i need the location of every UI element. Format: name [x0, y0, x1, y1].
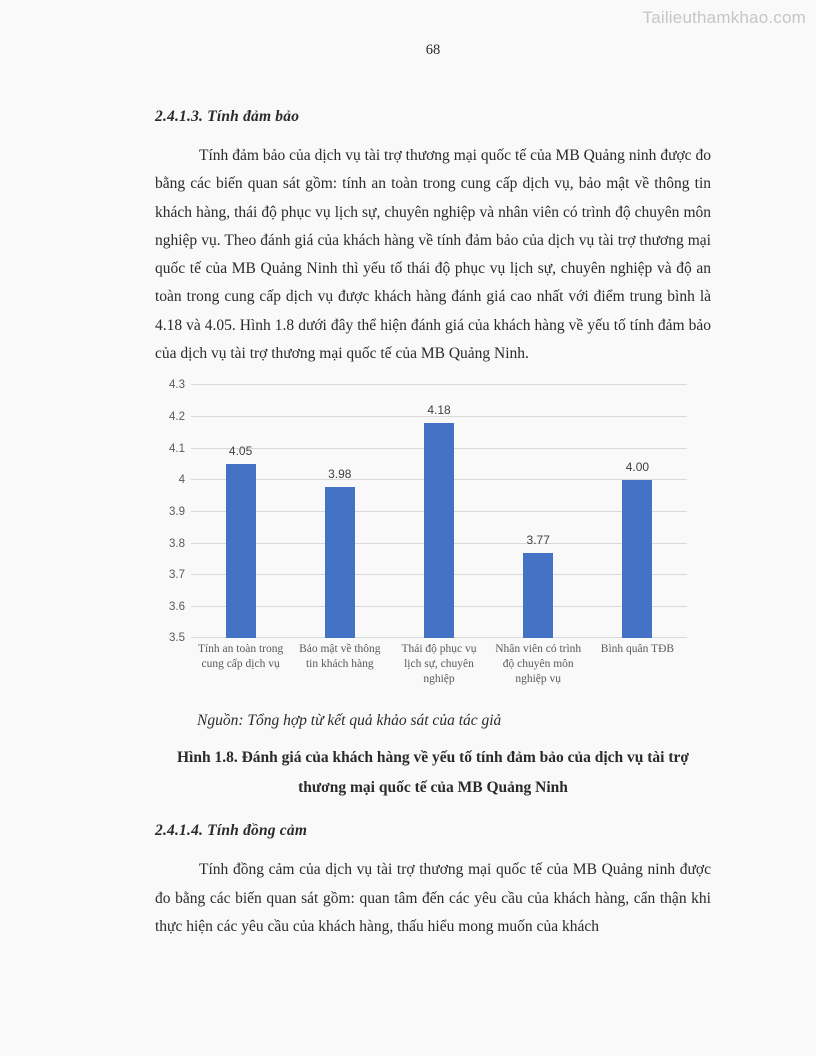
- bar: [523, 553, 553, 638]
- chart-plot-area: [169, 379, 687, 645]
- bar-value-label: 4.00: [625, 460, 650, 475]
- y-axis-tick-label: 3.7: [169, 569, 185, 582]
- category-axis-label: Bảo mật về thông tin khách hàng: [299, 643, 381, 671]
- bar-column: [489, 385, 588, 638]
- y-axis-tick-label: 3.8: [169, 537, 185, 550]
- y-axis-tick-label: 3.9: [169, 505, 185, 518]
- chart-bars: [191, 385, 687, 638]
- page-number: 68: [425, 42, 441, 58]
- category-axis-label: Tính an toàn trong cung cấp dịch vụ: [197, 643, 284, 671]
- paragraph-assurance: Tính đảm bảo của dịch vụ tài trợ thương mại quốc tế của MB Quảng ninh được đo bằng các biến quan sát gồm: tính an toàn trong cung cấp dịch vụ, bảo mật về thông tin khách hàng, thái độ phục vụ lịch sự, chuyên nghiệp và nhân viên có trình độ chuyên môn nghiệp vụ. Theo đánh giá của khách hàng về tính đảm bảo của dịch vụ tài trợ thương mại quốc tế của MB Quảng Ninh thì yếu tố thái độ phục vụ lịch sự, chuyên nghiệp và độ an toàn trong cung cấp dịch vụ được khách hàng đánh giá cao nhất với điểm trung bình là 4.18 và 4.05. Hình 1.8 dưới đây thể hiện đánh giá của khách hàng về yếu tố tính đảm bảo của dịch vụ tài trợ thương mại quốc tế của MB Quảng Ninh.: [155, 147, 711, 363]
- bar-value-label: 3.98: [328, 466, 352, 481]
- y-axis-tick-label: 4.3: [169, 379, 185, 392]
- y-axis-tick-label: 4.2: [169, 411, 185, 423]
- category-axis-label: Nhân viên có trình độ chuyên môn nghiệp vụ: [495, 643, 582, 686]
- page-content: [155, 0, 711, 941]
- section-heading-empathy: 2.4.1.4. Tính đồng cảm: [155, 822, 308, 840]
- y-axis-tick-label: 4.1: [169, 442, 185, 455]
- bar: [622, 480, 652, 638]
- figure-caption: Hình 1.8. Đánh giá của khách hàng về yếu tố tính đảm bảo của dịch vụ tài trợ thương mại quốc tế của MB Quảng Ninh: [177, 749, 689, 797]
- y-axis-tick-label: 3.6: [169, 600, 185, 613]
- bar-value-label: 4.05: [228, 444, 253, 459]
- category-axis-label: Bình quân TĐB: [600, 643, 675, 656]
- watermark-text: Tailieuthamkhao.com: [642, 8, 806, 27]
- y-axis-tick-label: 3.5: [169, 632, 185, 645]
- category-axis-label: Thái độ phục vụ lịch sự, chuyên nghiệp: [401, 643, 477, 686]
- bar-column: [389, 385, 488, 638]
- chart-source-note: Nguồn: Tổng hợp từ kết quả khảo sát của tác giả: [197, 712, 502, 730]
- y-axis-tick-label: 4: [178, 474, 185, 487]
- bar-value-label: 3.77: [526, 533, 550, 547]
- bar-value-label: 4.18: [427, 403, 451, 418]
- bar: [226, 464, 256, 638]
- bar-column: [588, 385, 687, 638]
- paragraph-empathy: Tính đồng cảm của dịch vụ tài trợ thương mại quốc tế của MB Quảng ninh được đo bằng các biến quan sát gồm: quan tâm đến các yêu cầu của khách hàng, cẩn thận khi thực hiện các yêu cầu của khách hàng, thấu hiểu mong muốn của khách: [155, 861, 711, 935]
- section-heading-assurance: 2.4.1.3. Tính đảm bảo: [155, 108, 300, 125]
- bar-column: [191, 385, 290, 638]
- bar-column: [290, 385, 389, 638]
- chart-category-axis: [191, 642, 687, 687]
- bar: [325, 487, 355, 639]
- bar-chart-figure: [159, 379, 695, 687]
- bar: [424, 423, 454, 638]
